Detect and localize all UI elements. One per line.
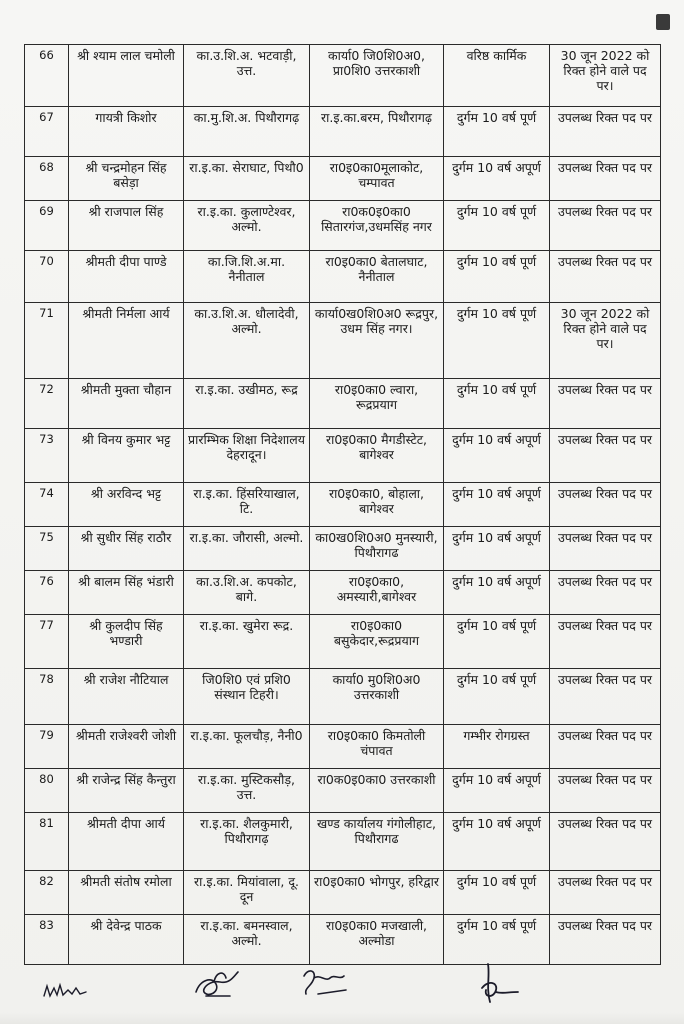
transfer-posting: रा0इ0का0 बेतालघाट, नैनीताल <box>310 251 444 303</box>
current-posting: रा.इ.का. फूलचौड़, नैनी0 <box>184 725 310 769</box>
table-row <box>25 157 661 201</box>
post-status: उपलब्ध रिक्त पद पर <box>550 725 661 769</box>
employee-name: श्री राजेन्द्र सिंह कैन्तुरा <box>69 769 184 813</box>
transfer-reason: दुर्गम 10 वर्ष अपूर्ण <box>444 429 550 483</box>
table-row <box>25 107 661 157</box>
signature-2 <box>190 962 246 1010</box>
current-posting: का.उ.शि.अ. धौलादेवी, अल्मो. <box>184 303 310 379</box>
current-posting: रा.इ.का. कुलाण्टेश्वर, अल्मो. <box>184 201 310 251</box>
employee-name: श्री श्याम लाल चमोली <box>69 45 184 107</box>
transfer-reason: दुर्गम 10 वर्ष पूर्ण <box>444 201 550 251</box>
page-corner-mark <box>656 14 670 30</box>
transfer-posting: रा0क0इ0का0 उत्तरकाशी <box>310 769 444 813</box>
serial-number: 77 <box>25 615 69 669</box>
current-posting: रा.इ.का. मुस्टिकसौड़, उत्त. <box>184 769 310 813</box>
employee-name: श्री विनय कुमार भट्ट <box>69 429 184 483</box>
serial-number: 81 <box>25 813 69 871</box>
serial-number: 72 <box>25 379 69 429</box>
table-row <box>25 615 661 669</box>
current-posting: प्रारम्भिक शिक्षा निदेशालय देहरादून। <box>184 429 310 483</box>
serial-number: 68 <box>25 157 69 201</box>
post-status: उपलब्ध रिक्त पद पर <box>550 429 661 483</box>
page-top-margin <box>0 0 684 44</box>
current-posting: रा.इ.का. जौरासी, अल्मो. <box>184 527 310 571</box>
serial-number: 70 <box>25 251 69 303</box>
serial-number: 83 <box>25 915 69 965</box>
post-status: उपलब्ध रिक्त पद पर <box>550 379 661 429</box>
transfer-reason: वरिष्ठ कार्मिक <box>444 45 550 107</box>
current-posting: रा.इ.का. खुमेरा रूद्र. <box>184 615 310 669</box>
employee-name: श्रीमती मुक्ता चौहान <box>69 379 184 429</box>
page-bottom-edge <box>0 1012 684 1024</box>
employee-name: श्री राजपाल सिंह <box>69 201 184 251</box>
post-status: 30 जून 2022 को रिक्त होने वाले पद पर। <box>550 45 661 107</box>
transfer-posting: का0ख0शि0अ0 मुनस्यारी, पिथौरागढ <box>310 527 444 571</box>
serial-number: 75 <box>25 527 69 571</box>
employee-name: श्री सुधीर सिंह राठौर <box>69 527 184 571</box>
serial-number: 73 <box>25 429 69 483</box>
employee-name: श्रीमती संतोष रमोला <box>69 871 184 915</box>
employee-name: गायत्री किशोर <box>69 107 184 157</box>
transfer-posting: रा.इ.का.बरम, पिथौरागढ़ <box>310 107 444 157</box>
table-row <box>25 769 661 813</box>
transfer-reason: दुर्गम 10 वर्ष अपूर्ण <box>444 157 550 201</box>
table-row <box>25 201 661 251</box>
employee-name: श्री देवेन्द्र पाठक <box>69 915 184 965</box>
serial-number: 78 <box>25 669 69 725</box>
transfer-reason: दुर्गम 10 वर्ष पूर्ण <box>444 915 550 965</box>
table-row <box>25 45 661 107</box>
transfer-reason: गम्भीर रोगग्रस्त <box>444 725 550 769</box>
table-row <box>25 669 661 725</box>
table-row <box>25 527 661 571</box>
current-posting: का.मु.शि.अ. पिथौरागढ़ <box>184 107 310 157</box>
employee-name: श्रीमती दीपा पाण्डे <box>69 251 184 303</box>
post-status: उपलब्ध रिक्त पद पर <box>550 157 661 201</box>
transfer-reason: दुर्गम 10 वर्ष पूर्ण <box>444 871 550 915</box>
current-posting: का.उ.शि.अ. भटवाड़ी, उत्त. <box>184 45 310 107</box>
post-status: उपलब्ध रिक्त पद पर <box>550 483 661 527</box>
transfer-posting: रा0इ0का0 मजखाली, अल्मोडा <box>310 915 444 965</box>
transfer-posting: रा0इ0का0 किमतोली चंपावत <box>310 725 444 769</box>
post-status: उपलब्ध रिक्त पद पर <box>550 669 661 725</box>
current-posting: का.उ.शि.अ. कपकोट, बागे. <box>184 571 310 615</box>
signature-1 <box>42 980 90 1004</box>
transfer-posting: कार्या0ख0शि0अ0 रूद्रपुर, उधम सिंह नगर। <box>310 303 444 379</box>
current-posting: रा.इ.का. उखीमठ, रूद्र <box>184 379 310 429</box>
employee-name: श्रीमती दीपा आर्य <box>69 813 184 871</box>
serial-number: 79 <box>25 725 69 769</box>
signature-3 <box>296 964 352 1004</box>
transfer-posting: रा0इ0का0 ल्वारा, रूद्रप्रयाग <box>310 379 444 429</box>
table-row <box>25 871 661 915</box>
table-row <box>25 813 661 871</box>
table-row <box>25 303 661 379</box>
table-row <box>25 379 661 429</box>
table-row <box>25 251 661 303</box>
transfer-posting: रा0क0इ0का0 सितारगंज,उधमसिंह नगर <box>310 201 444 251</box>
employee-name: श्री बालम सिंह भंडारी <box>69 571 184 615</box>
signature-4 <box>472 958 532 1014</box>
employee-name: श्री चन्द्रमोहन सिंह बसेड़ा <box>69 157 184 201</box>
employee-name: श्री अरविन्द भट्ट <box>69 483 184 527</box>
transfer-reason: दुर्गम 10 वर्ष पूर्ण <box>444 107 550 157</box>
post-status: उपलब्ध रिक्त पद पर <box>550 769 661 813</box>
serial-number: 66 <box>25 45 69 107</box>
post-status: उपलब्ध रिक्त पद पर <box>550 107 661 157</box>
post-status: उपलब्ध रिक्त पद पर <box>550 615 661 669</box>
transfer-reason: दुर्गम 10 वर्ष अपूर्ण <box>444 813 550 871</box>
current-posting: रा.इ.का. हिंसरियाखाल, टि. <box>184 483 310 527</box>
table-row <box>25 429 661 483</box>
transfer-reason: दुर्गम 10 वर्ष अपूर्ण <box>444 483 550 527</box>
current-posting: रा.इ.का. मियांवाला, दू. दून <box>184 871 310 915</box>
serial-number: 67 <box>25 107 69 157</box>
post-status: उपलब्ध रिक्त पद पर <box>550 871 661 915</box>
post-status: उपलब्ध रिक्त पद पर <box>550 915 661 965</box>
post-status: उपलब्ध रिक्त पद पर <box>550 201 661 251</box>
transfer-reason: दुर्गम 10 वर्ष अपूर्ण <box>444 527 550 571</box>
transfer-reason: दुर्गम 10 वर्ष अपूर्ण <box>444 571 550 615</box>
table-row <box>25 483 661 527</box>
employee-name: श्रीमती राजेश्वरी जोशी <box>69 725 184 769</box>
current-posting: रा.इ.का. बमनस्वाल, अल्मो. <box>184 915 310 965</box>
transfer-posting: रा0इ0का0 मैगडीस्टेट, बागेश्वर <box>310 429 444 483</box>
serial-number: 76 <box>25 571 69 615</box>
employee-name: श्रीमती निर्मला आर्य <box>69 303 184 379</box>
post-status: उपलब्ध रिक्त पद पर <box>550 527 661 571</box>
serial-number: 74 <box>25 483 69 527</box>
serial-number: 80 <box>25 769 69 813</box>
transfer-posting: रा0इ0का0 बसुकेदार,रूद्रप्रयाग <box>310 615 444 669</box>
current-posting: जि0शि0 एवं प्रशि0 संस्थान टिहरी। <box>184 669 310 725</box>
transfer-reason: दुर्गम 10 वर्ष पूर्ण <box>444 379 550 429</box>
transfer-posting: रा0इ0का0 भोगपुर, हरिद्वार <box>310 871 444 915</box>
current-posting: रा.इ.का. शैलकुमारी, पिथौरागढ़ <box>184 813 310 871</box>
employee-name: श्री कुलदीप सिंह भण्डारी <box>69 615 184 669</box>
table-row <box>25 915 661 965</box>
transfer-posting: खण्ड कार्यालय गंगोलीहाट, पिथौरागढ <box>310 813 444 871</box>
transfer-reason: दुर्गम 10 वर्ष पूर्ण <box>444 303 550 379</box>
transfer-list-table <box>24 44 661 965</box>
table-body <box>25 45 661 965</box>
post-status: उपलब्ध रिक्त पद पर <box>550 251 661 303</box>
employee-name: श्री राजेश नौटियाल <box>69 669 184 725</box>
transfer-posting: कार्या0 मु0शि0अ0 उत्तरकाशी <box>310 669 444 725</box>
table-row <box>25 725 661 769</box>
transfer-posting: कार्या0 जि0शि0अ0, प्रा0शि0 उत्तरकाशी <box>310 45 444 107</box>
serial-number: 82 <box>25 871 69 915</box>
current-posting: रा.इ.का. सेराघाट, पिथौ0 <box>184 157 310 201</box>
table-row <box>25 571 661 615</box>
transfer-posting: रा0इ0का0, बोहाला, बागेश्वर <box>310 483 444 527</box>
transfer-posting: रा0इ0का0मूलाकोट, चम्पावत <box>310 157 444 201</box>
serial-number: 69 <box>25 201 69 251</box>
serial-number: 71 <box>25 303 69 379</box>
transfer-posting: रा0इ0का0, अमस्यारी,बागेश्वर <box>310 571 444 615</box>
transfer-reason: दुर्गम 10 वर्ष अपूर्ण <box>444 769 550 813</box>
post-status: उपलब्ध रिक्त पद पर <box>550 813 661 871</box>
post-status: उपलब्ध रिक्त पद पर <box>550 571 661 615</box>
current-posting: का.जि.शि.अ.मा. नैनीताल <box>184 251 310 303</box>
transfer-reason: दुर्गम 10 वर्ष पूर्ण <box>444 669 550 725</box>
transfer-reason: दुर्गम 10 वर्ष पूर्ण <box>444 251 550 303</box>
transfer-reason: दुर्गम 10 वर्ष पूर्ण <box>444 615 550 669</box>
post-status: 30 जून 2022 को रिक्त होने वाले पद पर। <box>550 303 661 379</box>
